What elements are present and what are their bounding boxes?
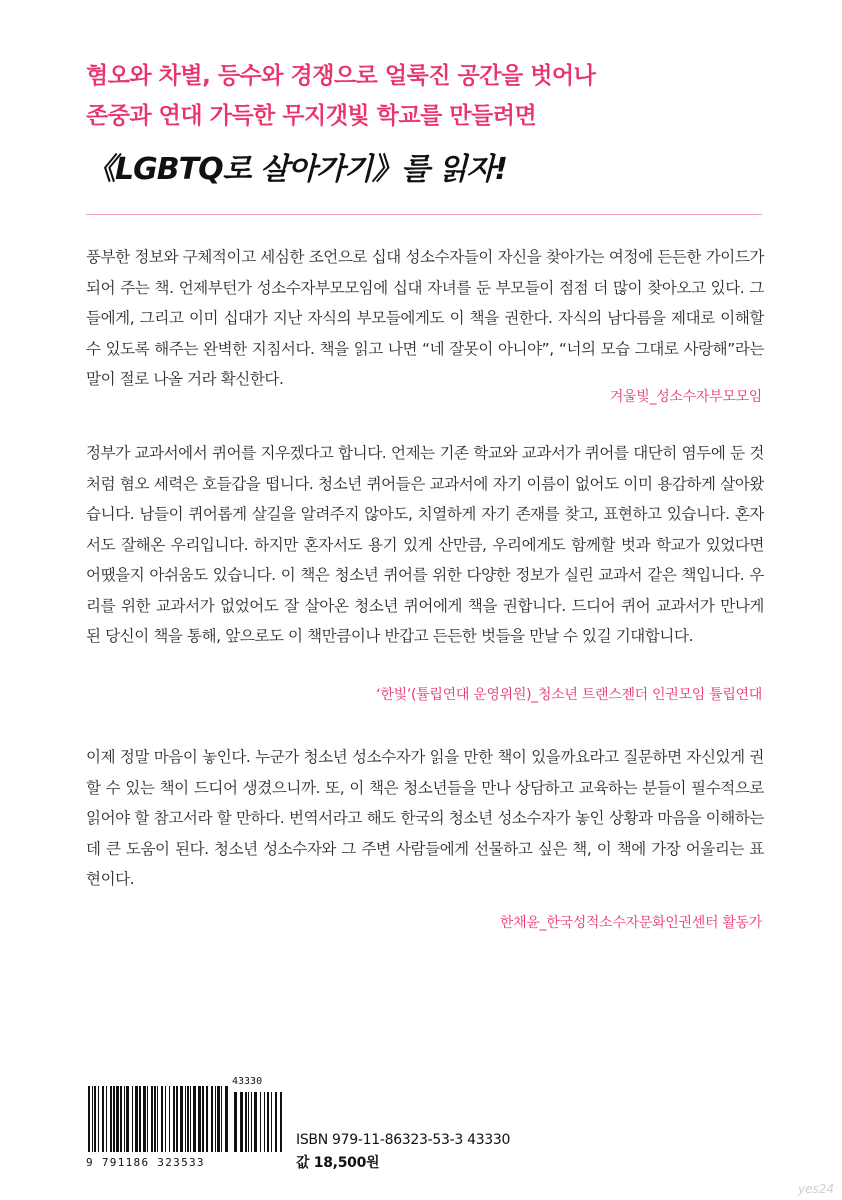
barcode-bar (106, 1086, 107, 1152)
review-3-signature: 한채윤_한국성적소수자문화인권센터 활동가 (499, 915, 762, 931)
barcode-addon-bar (267, 1092, 269, 1152)
review-2-signature: ‘한빛’(튤립연대 운영위원)_청소년 트랜스젠더 인권모임 튤립연대 (376, 687, 762, 703)
barcode-bar (120, 1086, 122, 1152)
barcode-bar (198, 1086, 201, 1152)
barcode-bars-graphic (86, 1086, 286, 1154)
barcode-bar (143, 1086, 146, 1152)
barcode-bar (135, 1086, 138, 1152)
divider-line (86, 214, 762, 215)
barcode-bar (217, 1086, 220, 1152)
review-3-text: 이제 정말 마음이 놓인다. 누군가 청소년 성소수자가 읽을 만한 책이 있을까요라고 질문하면 자신있게 권할 수 있는 책이 드디어 생겼으니까. 또, 이 책은 청소년들을 만나 상담하고 교육하는 분들이 필수적으로 읽어야 할 참고서라 할 만하다. 번역서라고 해도 한국의 청소년 성소수자가 놓인 상황과 마음을 이해하는 데 큰 도움이 된다. 청소년 성소수자와 그 주변 사람들에게 선물하고 싶은 책, 이 책에 가장 어울리는 표현이다. (86, 748, 764, 888)
review-2-text: 정부가 교과서에서 퀴어를 지우겠다고 합니다. 언제는 기존 학교와 교과서가 퀴어를 대단히 염두에 둔 것처럼 혐오 세력은 호들갑을 떱니다. 청소년 퀴어들은 교과서에 자기 이름이 없어도 이미 용감하게 살아왔습니다. 남들이 퀴어롭게 살길을 알려주지 않아도, 치열하게 자기 존재를 찾고, 표현하고 있습니다. 혼자서도 잘해온 우리입니다. 하지만 혼자서도 용기 있게 산만큼, 우리에게도 함께할 벗과 학교가 있었다면 어땠을지 아쉬움도 있습니다. 이 책은 청소년 퀴어를 위한 다양한 정보가 실린 교과서 같은 책입니다. 우리를 위한 교과서가 없었어도 잘 살아온 청소년 퀴어에게 책을 권합니다. 드디어 퀴어 교과서가 만나게 된 당신이 책을 통해, 앞으로도 이 책만큼이나 반갑고 든든한 벗들을 만날 수 있길 기대합니다. (86, 444, 764, 645)
barcode-bar (215, 1086, 216, 1152)
barcode-bar (187, 1086, 189, 1152)
barcode-bar (132, 1086, 133, 1152)
barcode-addon-bar (275, 1092, 277, 1152)
barcode-bar (110, 1086, 112, 1152)
barcode-addon-number: 43330 (232, 1076, 263, 1087)
barcode-bar (169, 1086, 170, 1152)
barcode-bar (165, 1086, 166, 1152)
barcode-bar (180, 1086, 183, 1152)
barcode-addon-bar (260, 1092, 261, 1152)
barcode-addon-bar (248, 1092, 249, 1152)
barcode-number: 9 791186 323533 (86, 1156, 205, 1169)
barcode-bar (102, 1086, 104, 1152)
barcode-bar (139, 1086, 141, 1152)
isbn-text: ISBN 979-11-86323-53-3 43330 (296, 1132, 511, 1148)
barcode-bar (185, 1086, 186, 1152)
barcode (86, 1076, 286, 1168)
barcode-bar (176, 1086, 178, 1152)
barcode-bar (206, 1086, 208, 1152)
book-title: 《LGBTQ로 살아가기》를 읽자! (86, 152, 507, 187)
barcode-addon-bar (234, 1092, 237, 1152)
barcode-bar (202, 1086, 204, 1152)
barcode-bar (193, 1086, 196, 1152)
barcode-bar (124, 1086, 125, 1152)
barcode-bar (161, 1086, 163, 1152)
barcode-addon-bar (251, 1092, 252, 1152)
barcode-bar (154, 1086, 156, 1152)
barcode-bar (211, 1086, 213, 1152)
barcode-bar (225, 1086, 228, 1152)
watermark-logo: yes24 (797, 1182, 834, 1196)
headline-line-2: 존중과 연대 가득한 무지갯빛 학교를 만들려면 (86, 103, 537, 129)
price-text: 값 18,500원 (296, 1155, 380, 1171)
barcode-bar (126, 1086, 129, 1152)
barcode-addon-bar (280, 1092, 282, 1152)
barcode-bar (98, 1086, 99, 1152)
review-1-signature: 겨울빛_성소수자부모모임 (609, 389, 762, 405)
barcode-bar (173, 1086, 175, 1152)
barcode-bar (147, 1086, 148, 1152)
barcode-bar (157, 1086, 158, 1152)
review-1-text: 풍부한 정보와 구체적이고 세심한 조언으로 십대 성소수자들이 자신을 찾아가는 여정에 든든한 가이드가 되어 주는 책. 언제부턴가 성소수자부모모임에 십대 자녀를 둔 부모들이 점점 더 많이 찾아오고 있다. 그들에게, 그리고 이미 십대가 지난 자식의 부모들에게도 이 책을 권한다. 자식의 남다름을 제대로 이해할 수 있도록 해주는 완벽한 지침서다. 책을 읽고 나면 “네 잘못이 아니야”, “너의 모습 그대로 사랑해”라는 말이 절로 나올 거라 확신한다. (86, 248, 764, 388)
barcode-bar (88, 1086, 90, 1152)
barcode-addon-bar (245, 1092, 247, 1152)
barcode-bar (151, 1086, 153, 1152)
barcode-bar (116, 1086, 119, 1152)
headline (86, 56, 766, 136)
barcode-addon-bar (240, 1092, 243, 1152)
barcode-bar (113, 1086, 115, 1152)
barcode-addon-bar (264, 1092, 265, 1152)
barcode-bar (92, 1086, 93, 1152)
barcode-addon-bar (254, 1092, 257, 1152)
barcode-bar (190, 1086, 191, 1152)
headline-line-1: 혐오와 차별, 등수와 경쟁으로 얼룩진 공간을 벗어나 (86, 63, 596, 89)
barcode-bar (221, 1086, 222, 1152)
barcode-addon-bar (271, 1092, 272, 1152)
barcode-bar (94, 1086, 96, 1152)
